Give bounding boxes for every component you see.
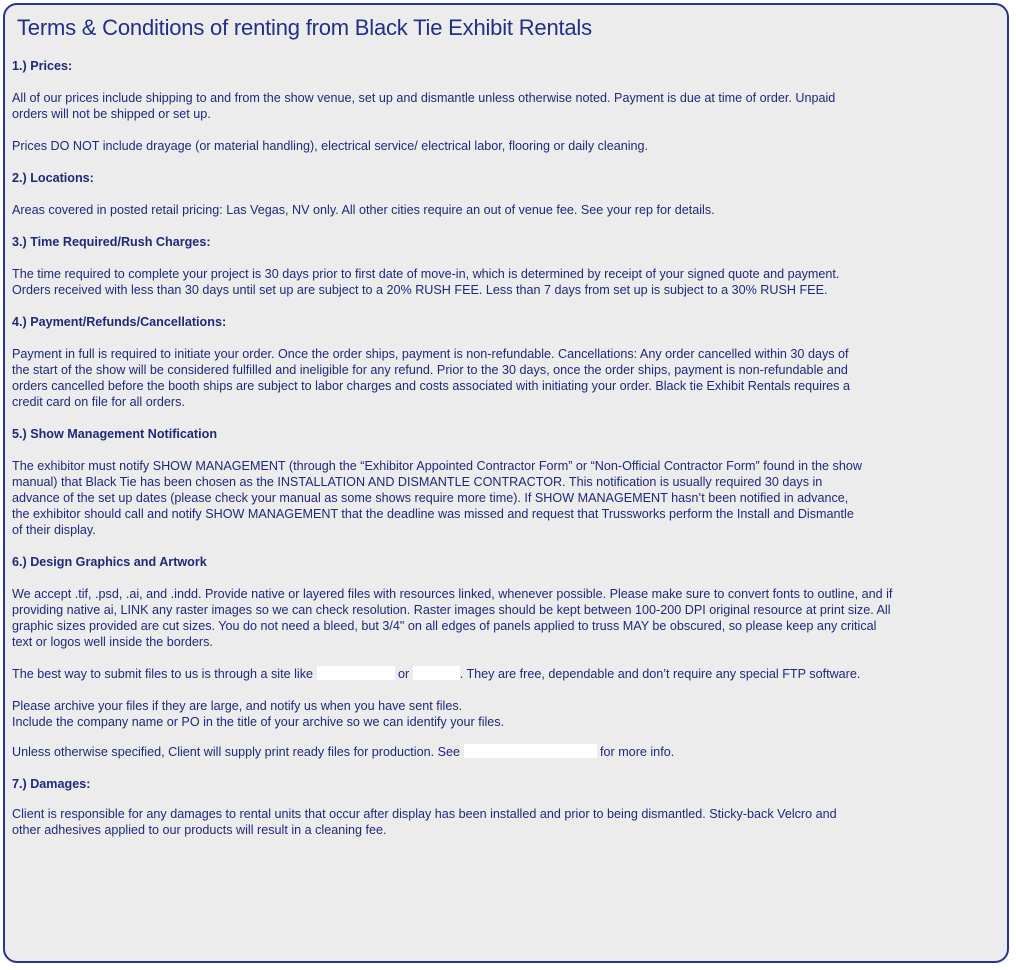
time-text-line: Orders received with less than 30 days until set up are subject to a 20% RUSH FEE. Less than 7 days from set up is subject to a 30% RUSH FEE. <box>12 283 828 297</box>
design-text-line: graphic sizes provided are cut sizes. You do not need a bleed, but 3/4" on all edges of panels applied to truss MAY be obscured, so please keep any critical <box>12 619 877 633</box>
artwork-guidelines-link[interactable] <box>464 744 597 758</box>
section-heading-time-required: 3.) Time Required/Rush Charges: <box>12 235 211 249</box>
submit-files-text <box>12 666 860 682</box>
payment-text-line: Payment in full is required to initiate your order. Once the order ships, payment is non-refundable. Cancellations: Any order cancelled within 30 days of <box>12 347 849 361</box>
time-text-line: The time required to complete your project is 30 days prior to first date of move-in, which is determined by receipt of your signed quote and payment. <box>12 267 840 281</box>
print-ready-text <box>12 744 674 760</box>
show-text-line: The exhibitor must notify SHOW MANAGEMENT (through the “Exhibitor Appointed Contractor Form” or “Non-Official Contractor Form” found in the show <box>12 459 862 473</box>
damages-text-line: Client is responsible for any damages to rental units that occur after display has been installed and prior to being dismantled. Sticky-back Velcro and <box>12 807 837 821</box>
payment-text-line: credit card on file for all orders. <box>12 395 185 409</box>
archive-text-line: Please archive your files if they are large, and notify us when you have sent files. <box>12 699 463 713</box>
show-text-line: the exhibitor should call and notify SHOW MANAGEMENT that the deadline was missed and request that Trussworks perform the Install and Dismantle <box>12 507 854 521</box>
section-heading-design: 6.) Design Graphics and Artwork <box>12 555 207 569</box>
section-heading-prices: 1.) Prices: <box>12 59 73 73</box>
design-text-line: providing native ai, LINK any raster images so we can check resolution. Raster images should be kept between 100-200 DPI original resource at print size. All <box>12 603 891 617</box>
submit-text-end: . They are free, dependable and don’t require any special FTP software. <box>459 667 861 681</box>
design-text-line: text or logos well inside the borders. <box>12 635 213 649</box>
submit-text-or: or <box>398 667 410 681</box>
damages-text-line: other adhesives applied to our products will result in a cleaning fee. <box>12 823 387 837</box>
file-share-link-2[interactable] <box>413 666 460 680</box>
archive-text-line: Include the company name or PO in the title of your archive so we can identify your files. <box>12 715 505 729</box>
payment-text-line: the start of the show will be considered fulfilled and ineligible for any refund. Prior to the 30 days, once the order ships, payment is non-refundable and <box>12 363 848 377</box>
prices-exclusions-text: Prices DO NOT include drayage (or material handling), electrical service/ electrical labor, flooring or daily cleaning. <box>12 139 649 153</box>
payment-text-line: orders cancelled before the booth ships are subject to labor charges and costs associated with initiating your order. Black tie Exhibit Rentals requires a <box>12 379 850 393</box>
section-heading-damages: 7.) Damages: <box>12 777 91 791</box>
design-text-line: We accept .tif, .psd, .ai, and .indd. Provide native or layered files with resources linked, whenever possible. Please make sure to convert fonts to outline, and if <box>12 587 893 601</box>
show-text-line: advance of the set up dates (please check your manual as some shows require more time). If SHOW MANAGEMENT hasn’t been notified in advance, <box>12 491 849 505</box>
section-heading-show-management: 5.) Show Management Notification <box>12 427 218 441</box>
prices-text-line: All of our prices include shipping to and from the show venue, set up and dismantle unless otherwise noted. Payment is due at time of order. Unpaid <box>12 91 836 105</box>
locations-text: Areas covered in posted retail pricing: Las Vegas, NV only. All other cities require an out of venue fee. See your rep for details. <box>12 203 715 217</box>
print-ready-text-start: Unless otherwise specified, Client will supply print ready files for production. See <box>12 745 460 759</box>
section-heading-locations: 2.) Locations: <box>12 171 94 185</box>
submit-text-start: The best way to submit files to us is through a site like <box>12 667 313 681</box>
page-title: Terms & Conditions of renting from Black Tie Exhibit Rentals <box>17 15 592 40</box>
section-heading-payment: 4.) Payment/Refunds/Cancellations: <box>12 315 227 329</box>
print-ready-text-end: for more info. <box>600 745 675 759</box>
show-text-line: manual) that Black Tie has been chosen as the INSTALLATION AND DISMANTLE CONTRACTOR. This notification is usually required 30 days in <box>12 475 823 489</box>
show-text-line: of their display. <box>12 523 96 537</box>
file-share-link-1[interactable] <box>317 666 395 680</box>
prices-text-line: orders will not be shipped or set up. <box>12 107 211 121</box>
